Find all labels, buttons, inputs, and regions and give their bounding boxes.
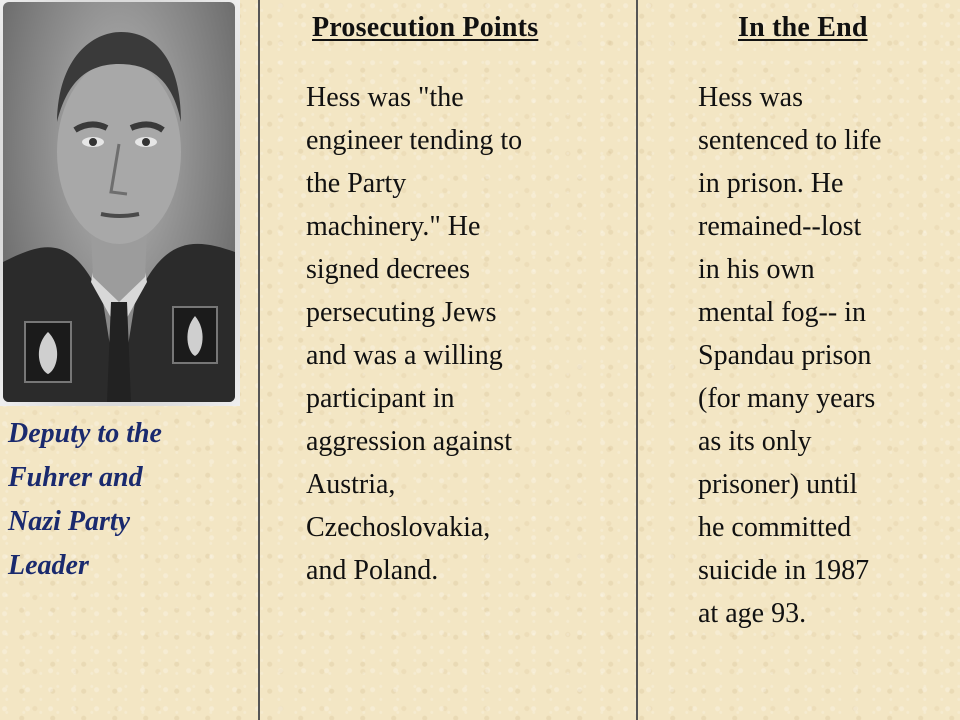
in-the-end-heading: In the End — [738, 12, 868, 43]
prosecution-points-heading: Prosecution Points — [312, 12, 539, 43]
prosecution-points-text: Hess was "the engineer tending to the Party machinery." He signed decrees persecuting Jews and was a willing participant in aggression against Austria, Czechoslovakia, and Poland. — [306, 82, 523, 586]
portrait-frame — [0, 0, 240, 406]
portrait-caption: Deputy to the Fuhrer and Nazi Party Leader — [8, 418, 162, 581]
portrait-photo — [3, 2, 235, 402]
column-divider-right — [636, 0, 638, 720]
portrait-illustration — [3, 2, 235, 402]
in-the-end-text: Hess was sentenced to life in prison. He remained--lost in his own mental fog-- in Spandau prison (for many years as its only prisoner) until he committed suicide in 1987 at age 93. — [698, 82, 882, 629]
column-divider-left — [258, 0, 260, 720]
